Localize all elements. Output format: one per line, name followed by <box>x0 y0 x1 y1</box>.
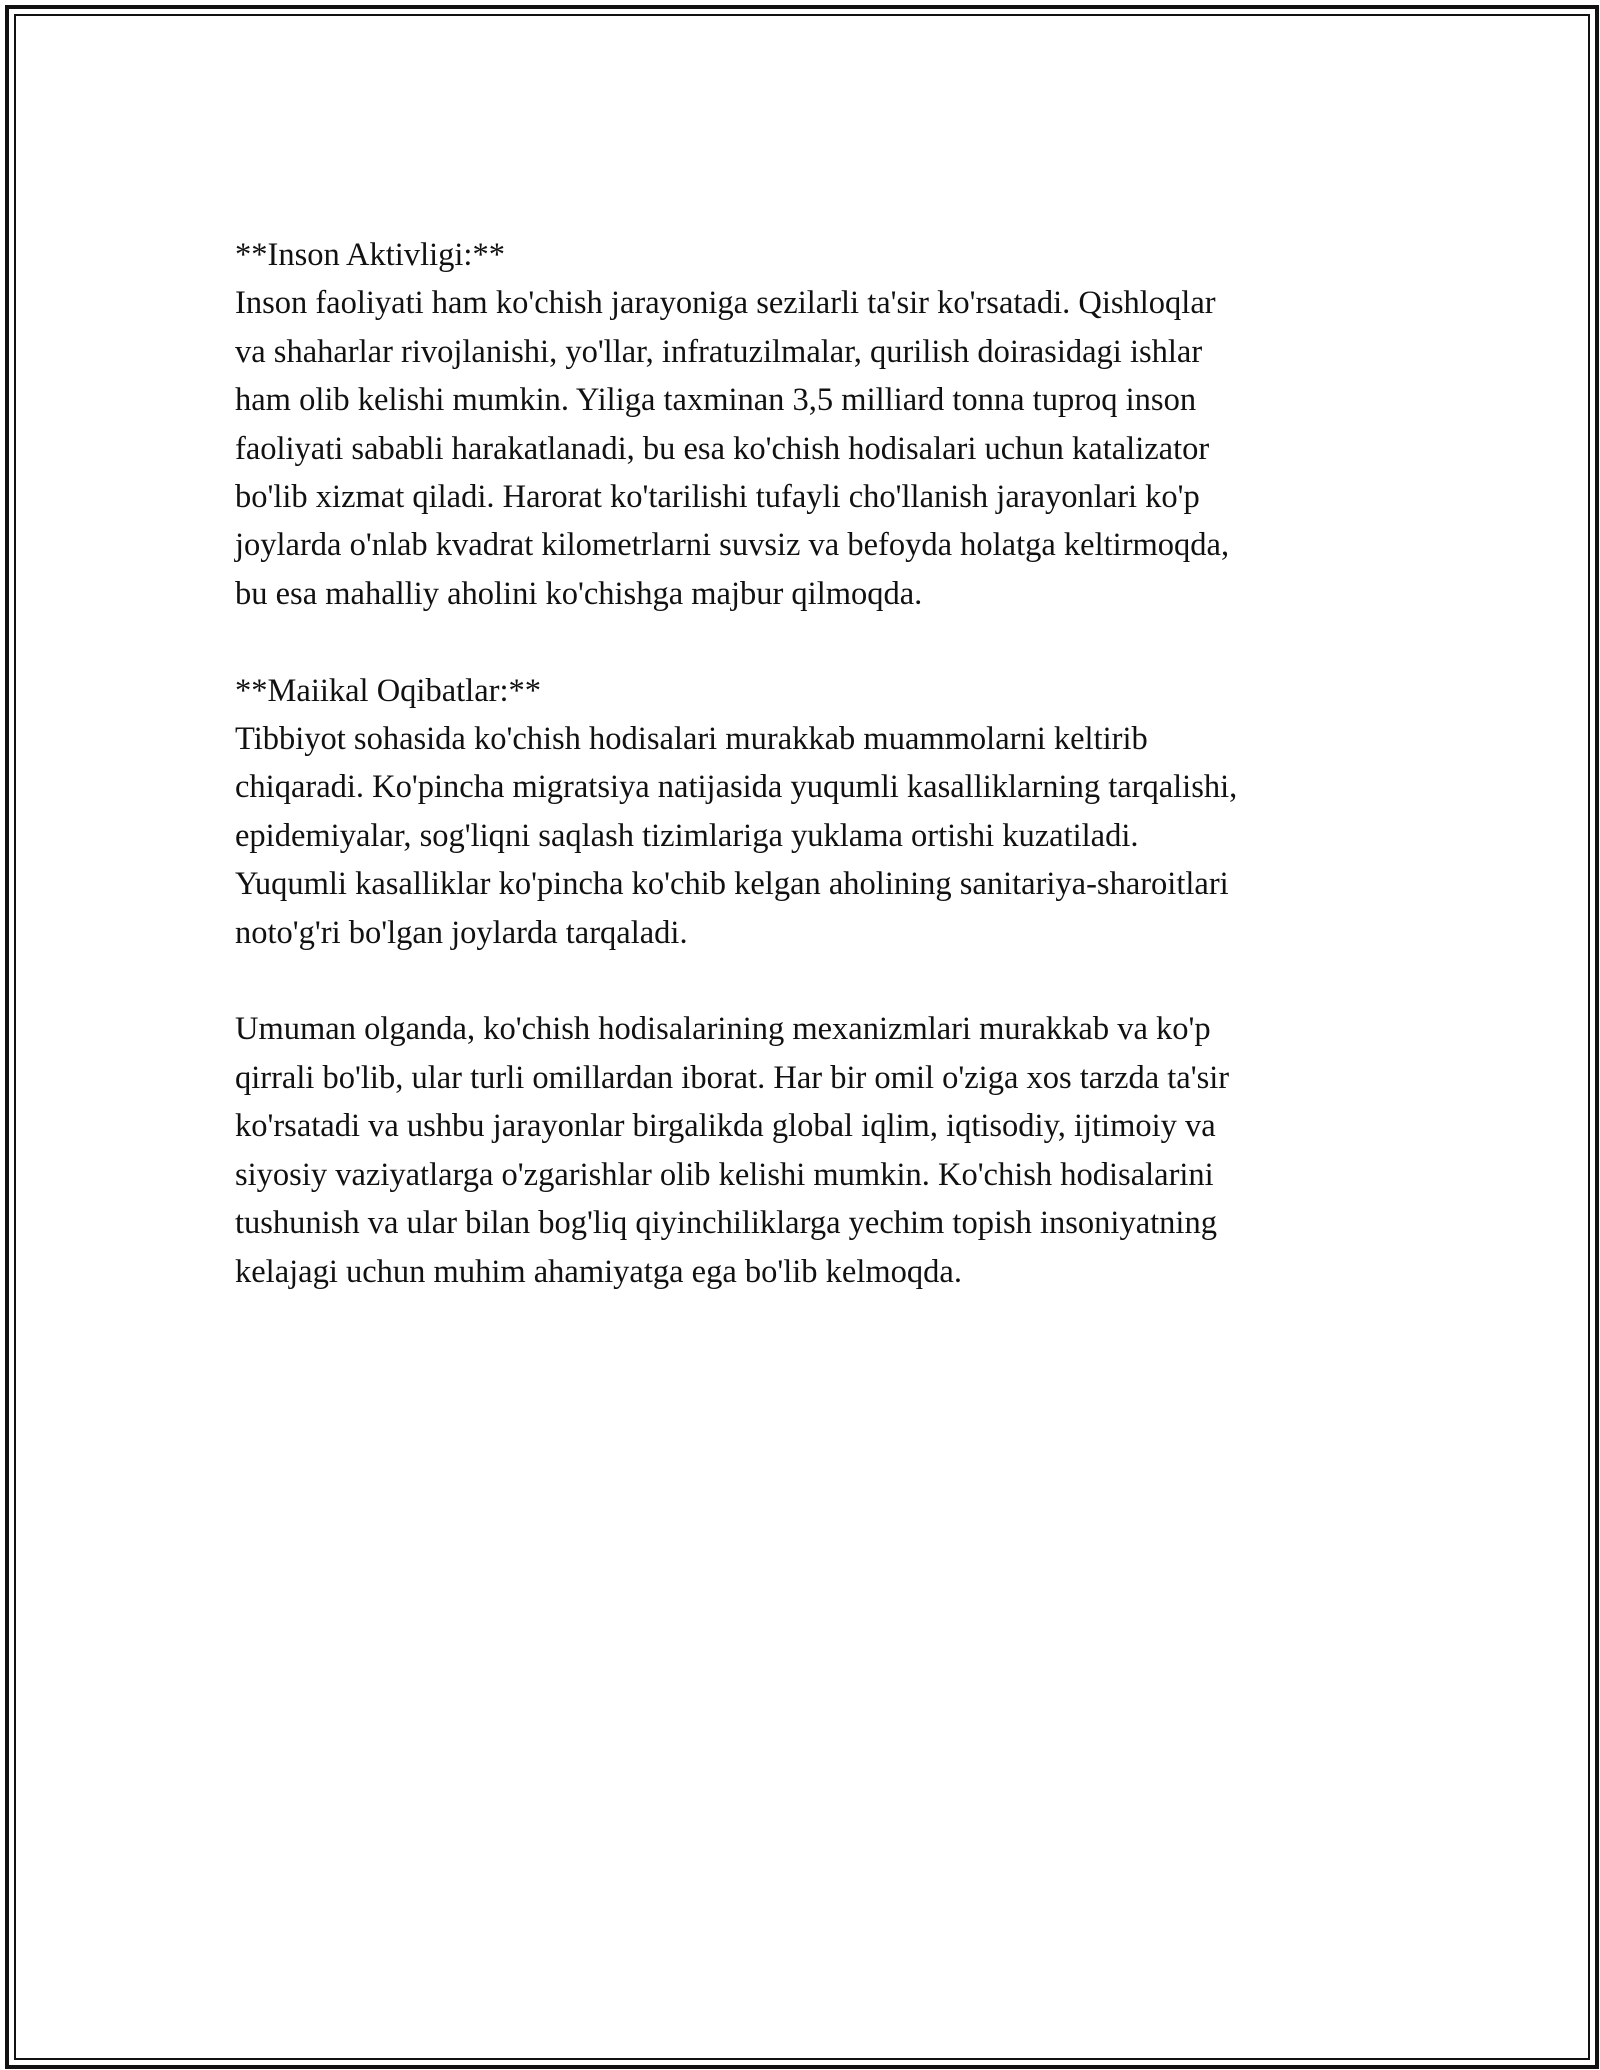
text-line: kelajagi uchun muhim ahamiyatga ega bo'lib kelmoqda. <box>235 1253 962 1290</box>
section-heading: **Maiikal Oqibatlar:** <box>235 672 541 709</box>
text-line: Umuman olganda, ko'chish hodisalarining mexanizmlari murakkab va ko'p <box>235 1011 1211 1048</box>
text-line: tushunish va ular bilan bog'liq qiyinchiliklarga yechim topish insoniyatning <box>235 1205 1217 1242</box>
text-line: Tibbiyot sohasida ko'chish hodisalari murakkab muammolarni keltirib <box>235 721 1148 758</box>
text-line: joylarda o'nlab kvadrat kilometrlarni suvsiz va befoyda holatga keltirmoqda, <box>235 527 1230 564</box>
text-line: ko'rsatadi va ushbu jarayonlar birgalikda global iqlim, iqtisodiy, ijtimoiy va <box>235 1108 1216 1145</box>
text-line: chiqaradi. Ko'pincha migratsiya natijasida yuqumli kasalliklarning tarqalishi, <box>235 769 1238 806</box>
text-line: Yuqumli kasalliklar ko'pincha ko'chib kelgan aholining sanitariya-sharoitlari <box>235 866 1229 903</box>
text-line: ham olib kelishi mumkin. Yiliga taxminan 3,5 milliard tonna tuproq inson <box>235 382 1197 419</box>
text-line: bu esa mahalliy aholini ko'chishga majbur qilmoqda. <box>235 575 923 612</box>
text-line: epidemiyalar, sog'liqni saqlash tizimlariga yuklama ortishi kuzatiladi. <box>235 817 1139 854</box>
section-heading: **Inson Aktivligi:** <box>235 237 505 273</box>
text-line: va shaharlar rivojlanishi, yo'llar, infratuzilmalar, qurilish doirasidagi ishlar <box>235 333 1203 370</box>
text-line: Inson faoliyati ham ko'chish jarayoniga sezilarli ta'sir ko'rsatadi. Qishloqlar <box>235 285 1216 322</box>
section-maiikal-oqibatlar <box>235 667 1385 957</box>
text-line: bo'lib xizmat qiladi. Harorat ko'tarilishi tufayli cho'llanish jarayonlari ko'p <box>235 479 1200 516</box>
text-line: noto'g'ri bo'lgan joylarda tarqaladi. <box>235 914 688 951</box>
document-body <box>235 231 1385 1344</box>
section-inson-aktivligi <box>235 231 1385 618</box>
text-line: qirrali bo'lib, ular turli omillardan iborat. Har bir omil o'ziga xos tarzda ta'sir <box>235 1059 1230 1096</box>
section-conclusion <box>235 1005 1385 1295</box>
text-line: siyosiy vaziyatlarga o'zgarishlar olib kelishi mumkin. Ko'chish hodisalarini <box>235 1156 1214 1193</box>
text-line: faoliyati sababli harakatlanadi, bu esa ko'chish hodisalari uchun katalizator <box>235 430 1210 467</box>
